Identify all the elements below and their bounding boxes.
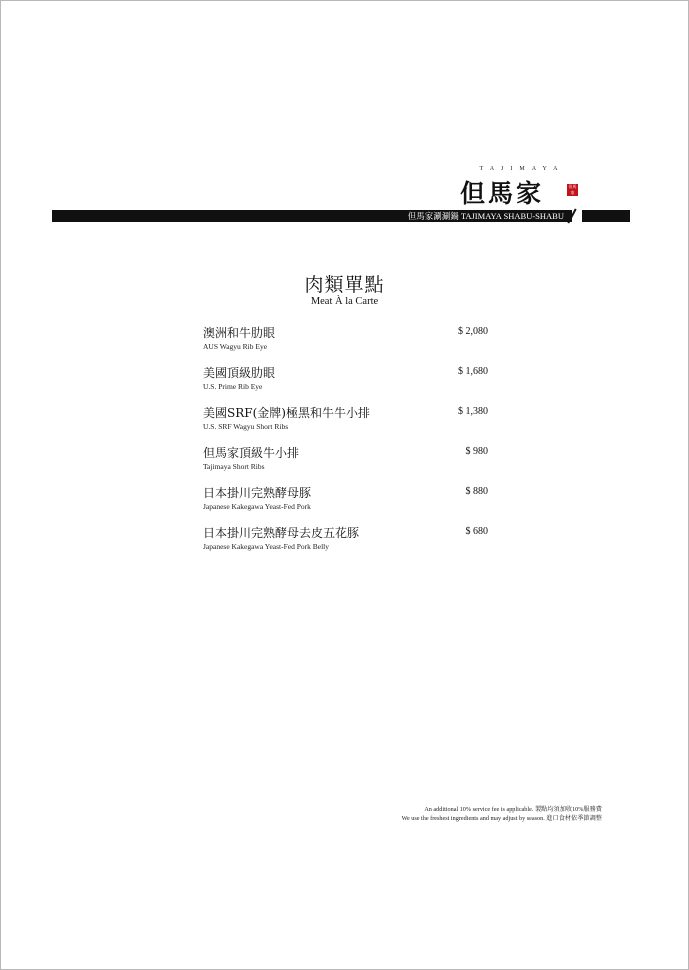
item-name-zh: 日本掛川完熟酵母豚: [203, 486, 312, 500]
item-price: $ 880: [465, 486, 488, 497]
section-title-en: Meat À la Carte: [310, 296, 379, 307]
item-name-en: U.S. SRF Wagyu Short Ribs: [203, 422, 289, 431]
header-banner-tail: [582, 210, 630, 222]
item-name-zh: 美國頂級肋眼: [203, 366, 276, 380]
brand-logo: 但馬家: [460, 179, 545, 208]
banner-text: 但馬家涮涮鍋 TAJIMAYA SHABU-SHABU: [407, 211, 564, 221]
item-price: $ 680: [465, 526, 488, 537]
item-price: $ 1,380: [458, 406, 488, 417]
item-name-en: Japanese Kakegawa Yeast-Fed Pork Belly: [203, 542, 330, 551]
menu-item: [203, 484, 488, 524]
ingredients-note: We use the freshest ingredients and may adjust by season. 進口食材依季節調整: [401, 815, 602, 822]
item-price: $ 1,680: [458, 366, 488, 377]
item-name-zh: 但馬家頂級牛小排: [203, 446, 300, 460]
menu-item: [203, 364, 488, 404]
menu-item: [203, 324, 488, 364]
menu-item: [203, 524, 488, 564]
brand-romanized: TAJIMAYA: [479, 166, 565, 172]
menu-item: [203, 404, 488, 444]
item-name-zh: 日本掛川完熟酵母去皮五花豚: [203, 526, 360, 540]
item-name-en: AUS Wagyu Rib Eye: [203, 342, 268, 351]
item-name-zh: 美國SRF(金牌)極黑和牛牛小排: [203, 406, 370, 420]
menu-list: [203, 324, 488, 564]
item-name-en: Tajimaya Short Ribs: [203, 462, 265, 471]
service-fee-note: An additional 10% service fee is applicable. 製點均須加收10%服務費: [424, 806, 602, 813]
item-name-zh: 澳洲和牛肋眼: [203, 326, 276, 340]
brand-seal-icon: 但馬家: [568, 184, 577, 195]
section-title-zh: 肉類單點: [304, 274, 385, 296]
item-name-en: U.S. Prime Rib Eye: [203, 382, 263, 391]
item-price: $ 2,080: [458, 326, 488, 337]
item-price: $ 980: [465, 446, 488, 457]
menu-item: [203, 444, 488, 484]
item-name-en: Japanese Kakegawa Yeast-Fed Pork: [203, 502, 311, 511]
